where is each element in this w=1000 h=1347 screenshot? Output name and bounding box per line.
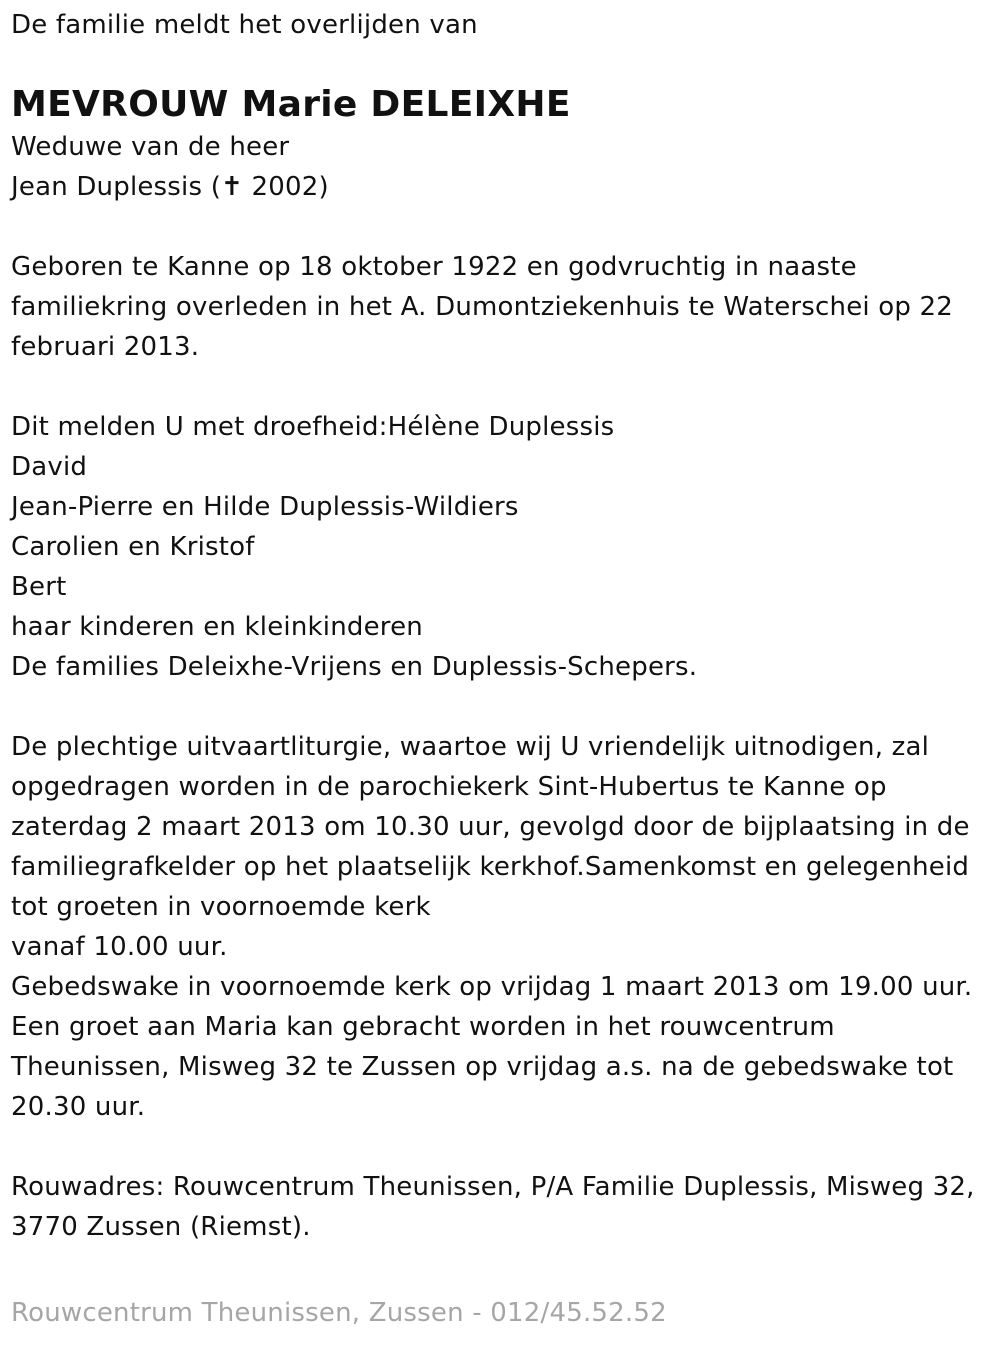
paragraph-line: Gebedswake in voornoemde kerk op vrijdag 1 maart 2013 om 19.00 uur. (11, 972, 973, 1002)
spacer (11, 1127, 991, 1167)
paragraph-line: Geboren te Kanne op 18 oktober 1922 en godvruchtig in naaste (11, 252, 857, 282)
mourner-line: Dit melden U met droefheid:Hélène Duplessis (11, 412, 615, 442)
paragraph-line: Een groet aan Maria kan gebracht worden in het rouwcentrum (11, 1012, 835, 1042)
spacer (11, 367, 991, 407)
paragraph-line: vanaf 10.00 uur. (11, 932, 228, 962)
mourners-list (11, 407, 991, 687)
mourner-line: De families Deleixhe-Vrijens en Duplessis-Schepers. (11, 652, 698, 682)
birth-death-paragraph (11, 247, 991, 367)
address-line: 3770 Zussen (Riemst). (11, 1212, 311, 1242)
widow-line-1: Weduwe van de heer (11, 132, 290, 162)
paragraph-line: 20.30 uur. (11, 1092, 146, 1122)
address-paragraph (11, 1167, 991, 1247)
funeral-home-footer: Rouwcentrum Theunissen, Zussen - 012/45.52.52 (11, 1298, 667, 1328)
paragraph-line: zaterdag 2 maart 2013 om 10.30 uur, gevolgd door de bijplaatsing in de (11, 812, 970, 842)
paragraph-line: Theunissen, Misweg 32 te Zussen op vrijdag a.s. na de gebedswake tot (11, 1052, 954, 1082)
spacer (11, 207, 991, 247)
deceased-name: MEVROUW Marie DELEIXHE (11, 84, 571, 125)
paragraph-line: februari 2013. (11, 332, 200, 362)
obituary-notice (11, 0, 991, 1247)
paragraph-line: De plechtige uitvaartliturgie, waartoe wij U vriendelijk uitnodigen, zal (11, 732, 930, 762)
ceremony-paragraph (11, 727, 991, 1127)
paragraph-line: familiekring overleden in het A. Dumontziekenhuis te Waterschei op 22 (11, 292, 954, 322)
paragraph-line: opgedragen worden in de parochiekerk Sint-Hubertus te Kanne op (11, 772, 887, 802)
mourner-line: Jean-Pierre en Hilde Duplessis-Wildiers (11, 492, 519, 522)
paragraph-line: tot groeten in voornoemde kerk (11, 892, 431, 922)
mourner-line: Carolien en Kristof (11, 532, 255, 562)
mourner-line: David (11, 452, 88, 482)
spacer (11, 687, 991, 727)
mourner-line: haar kinderen en kleinkinderen (11, 612, 423, 642)
address-line: Rouwadres: Rouwcentrum Theunissen, P/A Familie Duplessis, Misweg 32, (11, 1172, 975, 1202)
mourner-line: Bert (11, 572, 67, 602)
paragraph-line: familiegrafkelder op het plaatselijk kerkhof.Samenkomst en gelegenheid (11, 852, 970, 882)
intro-text: De familie meldt het overlijden van (11, 10, 478, 40)
widow-line-2: Jean Duplessis (✝ 2002) (11, 172, 329, 202)
